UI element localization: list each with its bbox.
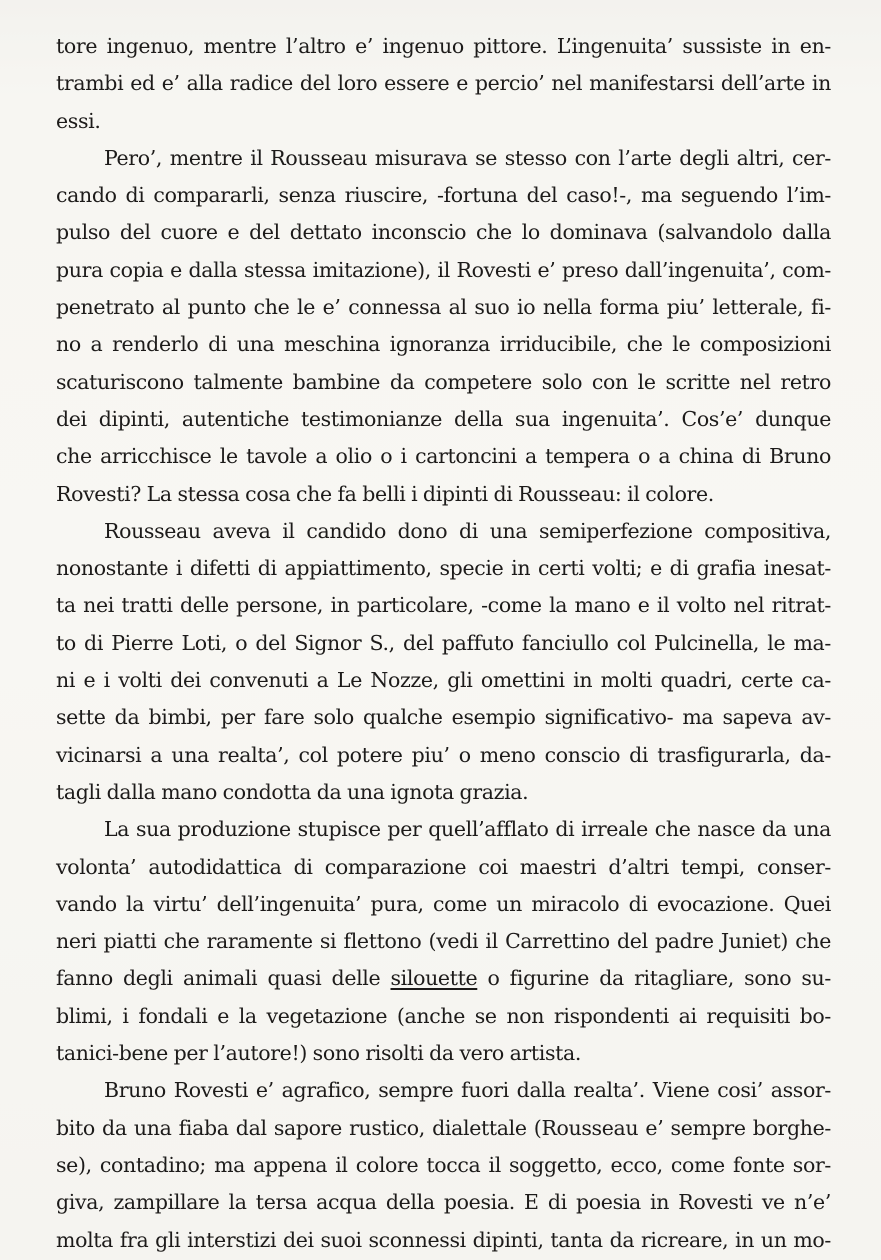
body-text [56, 28, 831, 1259]
underlined-word: silouette [390, 966, 478, 991]
text-line: Bruno Rovesti e’ agrafico, sempre fuori dalla realta’. Viene cosi’ assor- [104, 1078, 831, 1103]
text-line: Rovesti? La stessa cosa che fa belli i dipinti di Rousseau: il colore. [56, 481, 714, 506]
text-line: vicinarsi a una realta’, col potere piu’ o meno conscio di trasfigurarla, da- [56, 742, 831, 767]
text-line: La sua produzione stupisce per quell’afflato di irreale che nasce da una [104, 817, 831, 842]
text-line: to di Pierre Loti, o del Signor S., del paffuto fanciullo col Pulcinella, le ma- [56, 630, 831, 655]
text-line: tagli dalla mano condotta da una ignota grazia. [56, 779, 529, 804]
text-line: bito da una fiaba dal sapore rustico, dialettale (Rousseau e’ sempre borghe- [56, 1115, 831, 1140]
text-line: tore ingenuo, mentre l’altro e’ ingenuo pittore. L’ingenuita’ sussiste in en- [56, 34, 831, 58]
text-line: che arricchisce le tavole a olio o i cartoncini a tempera o a china di Bruno [56, 444, 831, 469]
text-line: Pero’, mentre il Rousseau misurava se stesso con l’arte degli altri, cer- [104, 145, 831, 170]
text-line: ta nei tratti delle persone, in particolare, -come la mano e il volto nel ritrat- [56, 593, 831, 618]
text-line: molta fra gli interstizi dei suoi sconnessi dipinti, tanta da ricreare, in un mo- [56, 1227, 831, 1252]
text-line: no a renderlo di una meschina ignoranza irriducibile, che le composizioni [56, 332, 831, 357]
text-line: pulso del cuore e del dettato inconscio che lo dominava (salvandolo dalla [56, 220, 831, 245]
text-line: vando la virtu’ dell’ingenuita’ pura, come un miracolo di evocazione. Quei [56, 891, 831, 916]
text-line: scaturiscono talmente bambine da competere solo con le scritte nel retro [56, 369, 831, 394]
text-line: essi. [56, 108, 101, 133]
text-line-with-underline: fanno degli animali quasi delle silouette o figurine da ritagliare, sono su- [56, 966, 831, 991]
text-line: tanici-bene per l’autore!) sono risolti da vero artista. [56, 1041, 582, 1066]
text-line: Rousseau aveva il candido dono di una semiperfezione compositiva, [104, 518, 831, 543]
text-line: se), contadino; ma appena il colore tocca il soggetto, ecco, come fonte sor- [56, 1152, 831, 1177]
text-line: neri piatti che raramente si flettono (vedi il Carrettino del padre Juniet) che [56, 929, 831, 954]
text-line: nonostante i difetti di appiattimento, specie in certi volti; e di grafia inesat- [56, 556, 831, 581]
text-line: volonta’ autodidattica di comparazione coi maestri d’altri tempi, conser- [56, 854, 831, 879]
text-line: trambi ed e’ alla radice del loro essere e percio’ nel manifestarsi dell’arte in [56, 71, 831, 96]
text-line: sette da bimbi, per fare solo qualche esempio significativo- ma sapeva av- [56, 705, 831, 730]
text-line: pura copia e dalla stessa imitazione), il Rovesti e’ preso dall’ingenuita’, com- [56, 257, 831, 282]
text-line: dei dipinti, autentiche testimonianze della sua ingenuita’. Cos’e’ dunque [56, 406, 831, 431]
text-line: penetrato al punto che le e’ connessa al suo io nella forma piu’ letterale, fi- [56, 295, 831, 320]
text-line: giva, zampillare la tersa acqua della poesia. E di poesia in Rovesti ve n’e’ [56, 1190, 831, 1215]
text-line: cando di compararli, senza riuscire, -fortuna del caso!-, ma seguendo l’im- [56, 183, 831, 208]
text-line: ni e i volti dei convenuti a Le Nozze, gli omettini in molti quadri, certe ca- [56, 668, 831, 693]
text-line: blimi, i fondali e la vegetazione (anche se non rispondenti ai requisiti bo- [56, 1003, 831, 1028]
